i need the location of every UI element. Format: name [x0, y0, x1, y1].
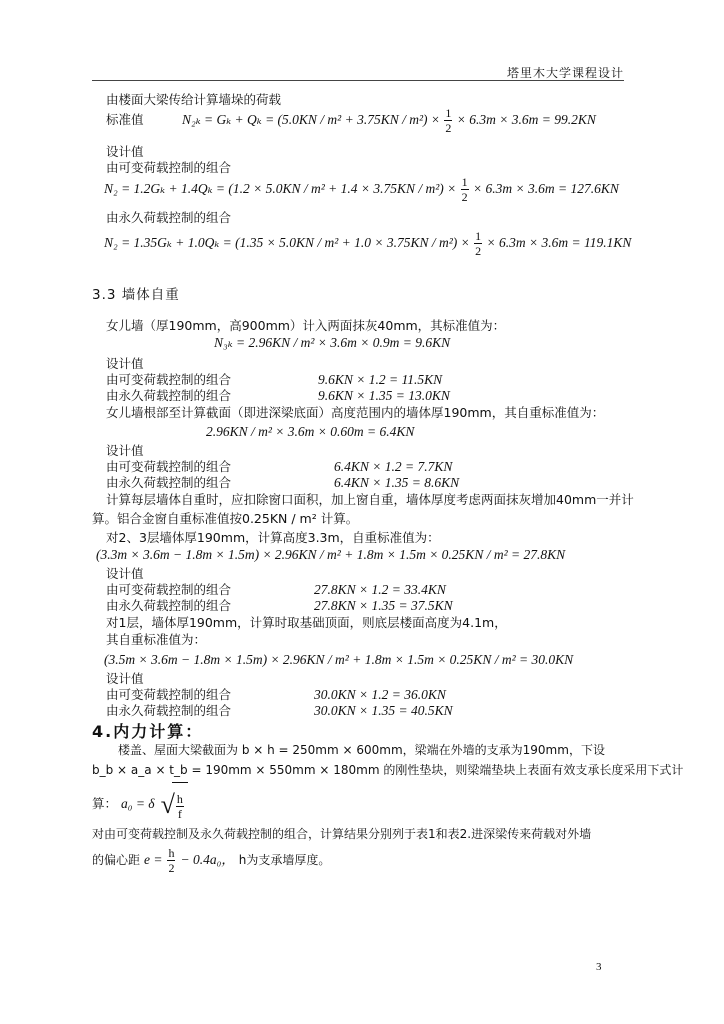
- parapet-design-label: 设计值: [106, 356, 144, 371]
- calc-note-line-1: 计算每层墙体自重时，应扣除窗口面积，加上窗自重，墙体厚度考虑两面抹灰增加40mm一并计: [106, 492, 634, 507]
- root-design-label: 设计值: [106, 443, 144, 458]
- floor23-perm-value: 27.8KN × 1.35 = 37.5KN: [314, 598, 453, 613]
- root-var-label: 由可变荷载控制的组合: [106, 459, 232, 474]
- floor1-perm-value: 30.0KN × 1.35 = 40.5KN: [314, 703, 453, 718]
- section4-para-2: b_b × a_a × t_b = 190mm × 550mm × 180mm 的刚性垫块，则梁端垫块上表面有效支承长度采用下式计: [92, 763, 684, 777]
- perm-combo-label: 由永久荷载控制的组合: [106, 210, 232, 225]
- calc-note-line-2: 算。铝合金窗自重标准值按0.25KN / m² 计算。: [92, 511, 359, 526]
- parapet-var-value: 9.6KN × 1.2 = 11.5KN: [318, 372, 443, 387]
- floor23-design-label: 设计值: [106, 566, 144, 581]
- section4-para-5: [92, 842, 330, 878]
- sqrt-expression: [161, 782, 188, 827]
- sqrt-denominator: f: [177, 806, 182, 821]
- para5-suffix: h为支承墙厚度。: [238, 853, 331, 867]
- std-formula-left: N₂ₖ = Gₖ + Qₖ = (5.0KN / m² + 3.75KN / m²) ×: [182, 112, 440, 127]
- std-label: 标准值: [106, 112, 144, 127]
- floor1-var-label: 由可变荷载控制的组合: [106, 687, 232, 702]
- fraction-numerator: 1: [461, 175, 468, 190]
- var-fraction: [461, 175, 469, 204]
- sqrt-fraction: [176, 792, 184, 821]
- floor23-var-label: 由可变荷载控制的组合: [106, 582, 232, 597]
- var-combo-label: 由可变荷载控制的组合: [106, 160, 232, 175]
- floor23-intro: 对2、3层墙体厚190mm，计算高度3.3m，自重标准值为：: [106, 530, 440, 545]
- floor1-perm-label: 由永久荷载控制的组合: [106, 703, 232, 718]
- section4-para-1: 楼盖、屋面大梁截面为 b × h = 250mm × 600mm，梁端在外墙的支承为190mm，下设: [118, 743, 605, 757]
- root-perm-value: 6.4KN × 1.35 = 8.6KN: [334, 475, 460, 490]
- ecc-left: e =: [144, 852, 163, 867]
- perm-formula-right: × 6.3m × 3.6m = 119.1KN: [486, 235, 632, 250]
- para5-prefix: 的偏心距: [92, 853, 141, 867]
- parapet-perm-value: 9.6KN × 1.35 = 13.0KN: [318, 388, 450, 403]
- floor1-var-value: 30.0KN × 1.2 = 36.0KN: [314, 687, 446, 702]
- parapet-formula: N₃ₖ = 2.96KN / m² × 3.6m × 0.9m = 9.6KN: [214, 335, 451, 350]
- fraction-numerator: 1: [475, 229, 482, 244]
- section4-para-4: 对由可变荷载控制及永久荷载控制的组合，计算结果分别列于表1和表2.进深梁传来荷载对外墙: [92, 827, 592, 841]
- floor23-formula: (3.3m × 3.6m − 1.8m × 1.5m) × 2.96KN / m² + 1.8m × 1.5m × 0.25KN / m² = 27.8KN: [96, 547, 566, 562]
- radical-sign: √: [160, 789, 175, 819]
- perm-formula-left: N₂ = 1.35Gₖ + 1.0Qₖ = (1.35 × 5.0KN / m² + 1.0 × 3.75KN / m²) ×: [104, 235, 470, 250]
- fraction-numerator: 1: [445, 106, 452, 121]
- var-formula-left: N₂ = 1.2Gₖ + 1.4Qₖ = (1.2 × 5.0KN / m² + 1.4 × 3.75KN / m²) ×: [104, 181, 457, 196]
- ecc-numerator: h: [168, 846, 175, 860]
- var-formula: [104, 174, 619, 204]
- perm-fraction: [474, 229, 482, 258]
- section-3-3-title: 3.3 墙体自重: [92, 287, 180, 303]
- parapet-var-label: 由可变荷载控制的组合: [106, 372, 232, 387]
- root-var-value: 6.4KN × 1.2 = 7.7KN: [334, 459, 453, 474]
- var-formula-right: × 6.3m × 3.6m = 127.6KN: [473, 181, 619, 196]
- floor1-formula: (3.5m × 3.6m − 1.8m × 1.5m) × 2.96KN / m² + 1.8m × 1.5m × 0.25KN / m² = 30.0KN: [104, 652, 574, 667]
- page-number: 3: [596, 961, 602, 973]
- section-4-title: 4.内力计算：: [92, 722, 204, 741]
- para3-prefix: 算：: [92, 796, 118, 812]
- std-formula-right: × 6.3m × 3.6m = 99.2KN: [456, 112, 596, 127]
- parapet-perm-label: 由永久荷载控制的组合: [106, 388, 232, 403]
- design-label: 设计值: [106, 144, 144, 159]
- root-perm-label: 由永久荷载控制的组合: [106, 475, 232, 490]
- header-title: 塔里木大学课程设计: [506, 66, 624, 80]
- floor1-intro-2: 其自重标准值为：: [106, 632, 207, 647]
- root-formula: 2.96KN / m² × 3.6m × 0.60m = 6.4KN: [206, 424, 415, 439]
- fraction-denominator: 2: [461, 190, 468, 205]
- beam-load-std-row: [106, 112, 144, 128]
- sqrt-numerator: h: [176, 791, 183, 806]
- ecc-right: − 0.4a₀，: [180, 852, 235, 867]
- floor23-perm-label: 由永久荷载控制的组合: [106, 598, 232, 613]
- header-rule: [92, 80, 624, 81]
- perm-formula: [104, 228, 631, 258]
- floor1-design-label: 设计值: [106, 671, 144, 686]
- parapet-intro: 女儿墙（厚190mm，高900mm）计入两面抹灰40mm，其标准值为：: [106, 318, 506, 333]
- a0-formula: a₀ = δ: [121, 796, 155, 812]
- floor23-var-value: 27.8KN × 1.2 = 33.4KN: [314, 582, 446, 597]
- fraction-denominator: 2: [445, 121, 452, 136]
- section4-para-3: [92, 782, 188, 827]
- std-fraction: [444, 106, 452, 135]
- ecc-denominator: 2: [168, 861, 175, 875]
- beam-load-intro: 由楼面大梁传给计算墙垛的荷载: [106, 92, 282, 107]
- ecc-fraction: [167, 846, 175, 875]
- fraction-denominator: 2: [475, 244, 482, 259]
- std-formula: [182, 105, 596, 135]
- floor1-intro: 对1层，墙体厚190mm，计算时取基础顶面，则底层楼面高度为4.1m，: [106, 615, 507, 630]
- root-intro: 女儿墙根部至计算截面（即进深梁底面）高度范围内的墙体厚190mm，其自重标准值为：: [106, 405, 605, 420]
